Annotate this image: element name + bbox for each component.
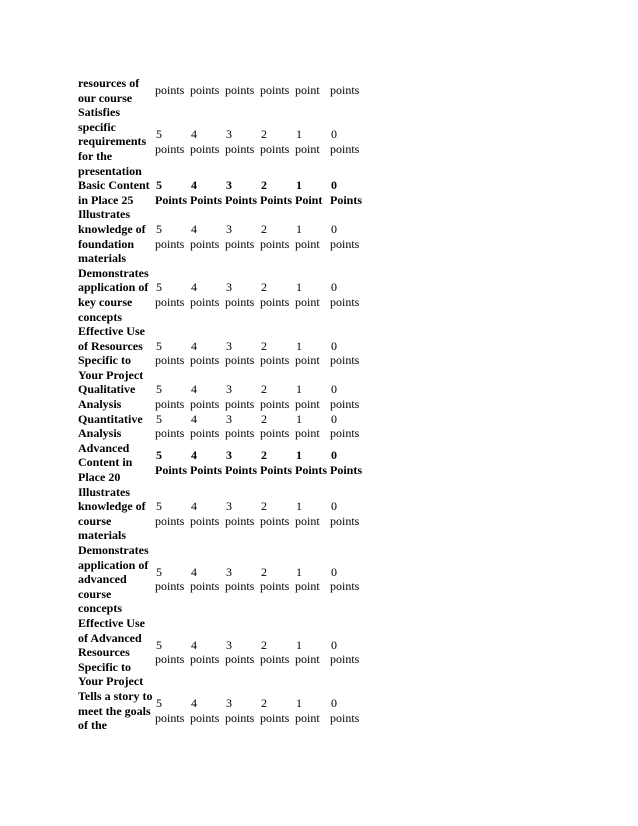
rubric-row <box>78 207 365 265</box>
score-value: 4 <box>191 221 197 236</box>
score-unit: points <box>260 83 290 98</box>
score-unit: points <box>225 141 255 156</box>
score-value: 1 <box>296 499 302 514</box>
score-unit: points <box>260 710 290 725</box>
rubric-row <box>78 412 365 441</box>
score-value: 1 <box>296 221 302 236</box>
score-unit: points <box>225 710 255 725</box>
score-cell <box>330 485 365 543</box>
score-unit: point <box>295 426 320 441</box>
score-unit: points <box>155 513 185 528</box>
score-cell <box>155 543 190 616</box>
criterion-label: Basic Content in Place 25 <box>78 178 150 207</box>
score-value: 3 <box>226 637 232 652</box>
score-value: 5 <box>156 411 162 426</box>
score-value: 3 <box>226 221 232 236</box>
score-cell <box>155 266 190 324</box>
score-cell <box>295 412 330 441</box>
score-value: 2 <box>261 382 267 397</box>
score-cell <box>330 76 365 105</box>
score-unit: points <box>330 236 360 251</box>
score-value: 1 <box>296 448 302 463</box>
rubric-row <box>78 105 365 178</box>
rubric-row <box>78 178 365 207</box>
score-unit: points <box>260 294 290 309</box>
score-value: 5 <box>156 448 162 463</box>
score-unit: Points <box>155 462 188 477</box>
score-value: 2 <box>261 411 267 426</box>
score-cell <box>260 543 295 616</box>
score-cell <box>190 178 225 207</box>
criterion-label: Demonstrates application of advanced course concepts <box>78 543 149 616</box>
score-cell <box>155 485 190 543</box>
score-unit: points <box>190 141 220 156</box>
score-cell <box>155 616 190 689</box>
rubric-row <box>78 441 365 485</box>
score-cell <box>155 382 190 411</box>
score-unit: Point <box>295 192 323 207</box>
rubric-row <box>78 543 365 616</box>
score-value: 0 <box>331 221 337 236</box>
criterion-label: Illustrates knowledge of course materials <box>78 484 146 543</box>
criterion-label: Advanced Content in Place 20 <box>78 440 133 485</box>
score-unit: points <box>155 710 185 725</box>
score-value: 1 <box>296 637 302 652</box>
score-value: 4 <box>191 178 197 193</box>
score-unit: points <box>225 83 255 98</box>
score-unit: points <box>155 426 185 441</box>
score-unit: points <box>155 141 185 156</box>
score-value: 5 <box>156 178 162 193</box>
score-cell <box>295 324 330 382</box>
score-value: 4 <box>191 127 197 142</box>
score-cell <box>295 207 330 265</box>
score-value: 5 <box>156 564 162 579</box>
score-cell <box>295 616 330 689</box>
score-unit: points <box>330 652 360 667</box>
score-unit: points <box>225 353 255 368</box>
score-unit: points <box>330 83 360 98</box>
score-value: 3 <box>226 178 232 193</box>
score-cell <box>225 543 260 616</box>
rubric-row <box>78 266 365 324</box>
score-cell <box>190 616 225 689</box>
score-cell <box>330 266 365 324</box>
score-value: 4 <box>191 564 197 579</box>
score-value: 3 <box>226 280 232 295</box>
score-unit: point <box>295 397 320 412</box>
score-value: 0 <box>331 178 337 193</box>
score-cell <box>155 178 190 207</box>
score-cell <box>190 441 225 485</box>
score-value: 4 <box>191 338 197 353</box>
rubric-row <box>78 382 365 411</box>
score-cell <box>260 324 295 382</box>
score-cell <box>260 689 295 733</box>
score-cell <box>295 543 330 616</box>
score-cell <box>260 412 295 441</box>
score-value: 5 <box>156 221 162 236</box>
score-cell <box>190 324 225 382</box>
score-value: 3 <box>226 382 232 397</box>
criterion-label: resources of our course <box>78 76 140 105</box>
score-unit: points <box>260 513 290 528</box>
score-cell <box>295 441 330 485</box>
score-unit: points <box>260 236 290 251</box>
score-value: 5 <box>156 696 162 711</box>
score-value: 3 <box>226 696 232 711</box>
score-unit: point <box>295 83 320 98</box>
score-unit: points <box>260 426 290 441</box>
score-cell <box>225 207 260 265</box>
score-cell <box>295 105 330 178</box>
score-value: 1 <box>296 178 302 193</box>
score-cell <box>190 485 225 543</box>
criterion-label: Illustrates knowledge of foundation materials <box>78 207 146 266</box>
score-unit: point <box>295 579 320 594</box>
score-value: 0 <box>331 338 337 353</box>
score-cell <box>225 616 260 689</box>
score-unit: points <box>190 236 220 251</box>
score-value: 0 <box>331 127 337 142</box>
score-value: 4 <box>191 411 197 426</box>
score-value: 2 <box>261 499 267 514</box>
score-cell <box>190 207 225 265</box>
score-cell <box>330 207 365 265</box>
score-unit: points <box>155 83 185 98</box>
score-unit: points <box>260 141 290 156</box>
score-unit: points <box>260 353 290 368</box>
score-unit: points <box>155 236 185 251</box>
criterion-label: Effective Use of Resources Specific to Your Project <box>78 324 145 382</box>
score-cell <box>330 441 365 485</box>
score-unit: points <box>190 397 220 412</box>
score-cell <box>330 105 365 178</box>
score-cell <box>225 441 260 485</box>
score-unit: points <box>330 397 360 412</box>
score-unit: points <box>155 294 185 309</box>
score-value: 5 <box>156 382 162 397</box>
score-unit: points <box>330 353 360 368</box>
score-cell <box>190 105 225 178</box>
score-unit: Points <box>260 192 293 207</box>
score-value: 3 <box>226 564 232 579</box>
score-value: 2 <box>261 448 267 463</box>
score-value: 3 <box>226 499 232 514</box>
score-cell <box>295 266 330 324</box>
score-value: 0 <box>331 637 337 652</box>
score-value: 4 <box>191 448 197 463</box>
score-cell <box>295 485 330 543</box>
score-unit: points <box>225 579 255 594</box>
score-cell <box>260 616 295 689</box>
score-unit: points <box>225 652 255 667</box>
score-value: 0 <box>331 499 337 514</box>
score-unit: points <box>190 83 220 98</box>
score-value: 0 <box>331 411 337 426</box>
score-unit: point <box>295 353 320 368</box>
score-value: 2 <box>261 637 267 652</box>
rubric-row <box>78 485 365 543</box>
score-unit: points <box>155 579 185 594</box>
score-value: 5 <box>156 338 162 353</box>
grading-rubric-table <box>78 76 365 733</box>
score-cell <box>190 412 225 441</box>
score-cell <box>190 543 225 616</box>
rubric-row <box>78 324 365 382</box>
criterion-label: Qualitative Analysis <box>78 382 136 412</box>
score-cell <box>155 412 190 441</box>
score-unit: points <box>225 426 255 441</box>
score-cell <box>260 485 295 543</box>
score-unit: point <box>295 710 320 725</box>
score-unit: points <box>155 397 185 412</box>
score-cell <box>330 412 365 441</box>
score-unit: points <box>330 579 360 594</box>
score-cell <box>295 76 330 105</box>
score-unit: Points <box>225 192 258 207</box>
score-cell <box>155 207 190 265</box>
score-value: 4 <box>191 280 197 295</box>
score-cell <box>225 382 260 411</box>
score-value: 1 <box>296 411 302 426</box>
score-unit: points <box>190 652 220 667</box>
score-cell <box>260 105 295 178</box>
score-unit: points <box>225 397 255 412</box>
score-cell <box>330 382 365 411</box>
score-cell <box>225 485 260 543</box>
score-unit: points <box>330 710 360 725</box>
score-cell <box>155 324 190 382</box>
score-cell <box>330 689 365 733</box>
score-unit: points <box>330 294 360 309</box>
score-unit: point <box>295 513 320 528</box>
score-value: 2 <box>261 280 267 295</box>
score-unit: points <box>190 579 220 594</box>
score-value: 0 <box>331 382 337 397</box>
score-value: 3 <box>226 411 232 426</box>
score-unit: points <box>225 236 255 251</box>
score-value: 2 <box>261 696 267 711</box>
score-value: 3 <box>226 338 232 353</box>
score-cell <box>260 382 295 411</box>
score-unit: points <box>190 513 220 528</box>
criterion-label: Demonstrates application of key course concepts <box>78 265 149 324</box>
score-unit: points <box>260 652 290 667</box>
score-value: 4 <box>191 382 197 397</box>
score-value: 3 <box>226 127 232 142</box>
rubric-body <box>78 76 365 733</box>
score-value: 1 <box>296 127 302 142</box>
score-unit: points <box>260 397 290 412</box>
score-value: 4 <box>191 696 197 711</box>
criterion-label: Quantitative Analysis <box>78 411 143 441</box>
score-cell <box>225 689 260 733</box>
score-unit: Points <box>190 192 223 207</box>
score-value: 0 <box>331 564 337 579</box>
score-unit: points <box>190 710 220 725</box>
score-cell <box>295 689 330 733</box>
score-value: 5 <box>156 280 162 295</box>
score-cell <box>225 412 260 441</box>
score-unit: point <box>295 236 320 251</box>
score-cell <box>225 266 260 324</box>
score-cell <box>330 616 365 689</box>
score-value: 1 <box>296 564 302 579</box>
score-cell <box>225 76 260 105</box>
score-unit: Points <box>155 192 188 207</box>
score-value: 1 <box>296 696 302 711</box>
score-value: 4 <box>191 499 197 514</box>
score-unit: Points <box>260 462 293 477</box>
score-value: 2 <box>261 178 267 193</box>
score-value: 2 <box>261 338 267 353</box>
score-cell <box>155 441 190 485</box>
score-value: 1 <box>296 280 302 295</box>
score-cell <box>155 105 190 178</box>
score-unit: Points <box>330 462 363 477</box>
score-cell <box>260 441 295 485</box>
score-cell <box>225 105 260 178</box>
score-cell <box>225 178 260 207</box>
score-cell <box>155 76 190 105</box>
score-cell <box>260 76 295 105</box>
score-value: 5 <box>156 637 162 652</box>
score-unit: point <box>295 294 320 309</box>
score-unit: points <box>260 579 290 594</box>
score-cell <box>260 207 295 265</box>
score-unit: Points <box>295 462 328 477</box>
score-unit: points <box>155 353 185 368</box>
score-unit: point <box>295 652 320 667</box>
score-value: 0 <box>331 696 337 711</box>
rubric-row <box>78 76 365 105</box>
score-value: 0 <box>331 448 337 463</box>
score-cell <box>330 324 365 382</box>
score-unit: points <box>225 294 255 309</box>
score-cell <box>155 689 190 733</box>
score-unit: points <box>330 426 360 441</box>
score-unit: Points <box>225 462 258 477</box>
score-value: 2 <box>261 221 267 236</box>
score-unit: Points <box>190 462 223 477</box>
score-value: 0 <box>331 280 337 295</box>
score-cell <box>190 76 225 105</box>
score-unit: point <box>295 141 320 156</box>
score-unit: Points <box>330 192 363 207</box>
score-value: 5 <box>156 499 162 514</box>
score-cell <box>190 382 225 411</box>
score-unit: points <box>155 652 185 667</box>
score-cell <box>330 178 365 207</box>
score-unit: points <box>190 294 220 309</box>
score-value: 5 <box>156 127 162 142</box>
score-value: 1 <box>296 382 302 397</box>
score-value: 2 <box>261 127 267 142</box>
score-cell <box>225 324 260 382</box>
criterion-label: Effective Use of Advanced Resources Specific to Your Project <box>78 615 145 689</box>
score-unit: points <box>190 426 220 441</box>
score-cell <box>330 543 365 616</box>
rubric-row <box>78 616 365 689</box>
criterion-label: Tells a story to meet the goals of the <box>78 688 153 733</box>
score-cell <box>295 178 330 207</box>
rubric-row <box>78 689 365 733</box>
score-cell <box>260 178 295 207</box>
score-unit: points <box>330 141 360 156</box>
score-value: 3 <box>226 448 232 463</box>
score-value: 1 <box>296 338 302 353</box>
score-value: 2 <box>261 564 267 579</box>
score-value: 4 <box>191 637 197 652</box>
score-cell <box>295 382 330 411</box>
score-unit: points <box>330 513 360 528</box>
score-unit: points <box>225 513 255 528</box>
score-cell <box>190 266 225 324</box>
score-cell <box>260 266 295 324</box>
score-unit: points <box>190 353 220 368</box>
score-cell <box>190 689 225 733</box>
criterion-label: Satisfies specific requirements for the presentation <box>78 105 147 178</box>
